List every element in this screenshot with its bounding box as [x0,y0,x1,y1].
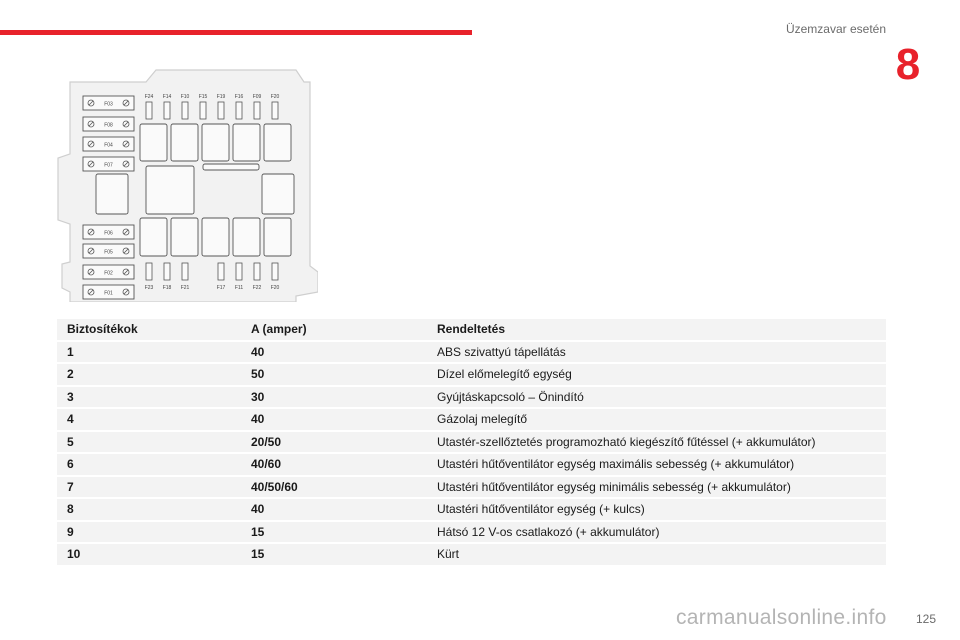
page-number: 125 [915,612,936,626]
header-accent-bar [0,30,472,35]
relay-block [264,218,291,256]
fuse-label: F15 [198,94,208,100]
fuse-ampere: 20/50 [241,431,427,454]
fuse-number: 8 [57,498,241,521]
mini-fuse [254,102,260,119]
relay-block [203,164,259,170]
fuse-ampere: 40 [241,341,427,364]
fuse-ampere: 40 [241,408,427,431]
fuse-slot-left [83,244,134,258]
fuse-label: F05 [104,249,113,256]
mini-fuse [236,102,242,119]
fuse-function: Utastér-szellőztetés programozható kiegészítő fűtéssel (+ akkumulátor) [427,431,886,454]
fuse-slot-left [83,137,134,151]
fuse-label: F06 [104,230,113,237]
relay-block [262,174,294,214]
fuse-number: 5 [57,431,241,454]
relay-block [140,218,167,256]
fuse-ampere: 15 [241,521,427,544]
fuse-slot-left [83,117,134,131]
fuse-number: 10 [57,543,241,566]
mini-fuse [254,263,260,280]
fuse-label: F22 [252,285,262,291]
relay-block [96,174,128,214]
relay-block [140,124,167,161]
relay-block [233,124,260,161]
fuse-function: Gyújtáskapcsoló – Önindító [427,386,886,409]
fuse-label: F17 [216,285,226,291]
mini-fuse [272,102,278,119]
table-row [57,386,886,409]
fuse-slot-left [83,157,134,171]
relay-block [171,124,198,161]
fuse-number: 1 [57,341,241,364]
mini-fuse [272,263,278,280]
fuse-label: F21 [180,285,190,291]
fuse-label: F02 [104,270,113,277]
fuse-slot-left [83,96,134,110]
fuse-ampere: 40/60 [241,453,427,476]
table-row [57,453,886,476]
fuse-number: 9 [57,521,241,544]
fuse-function: Utastéri hűtőventilátor egység minimális sebesség (+ akkumulátor) [427,476,886,499]
mini-fuse [200,102,206,119]
fuse-label: F18 [162,285,172,291]
fuse-number: 7 [57,476,241,499]
fuse-slot-left [83,285,134,299]
table-header-row [57,319,886,341]
relay-block [233,218,260,256]
fuse-label: F01 [104,290,113,297]
fuse-function: Dízel előmelegítő egység [427,363,886,386]
mini-fuse [164,263,170,280]
fuse-function: Utastéri hűtőventilátor egység maximális sebesség (+ akkumulátor) [427,453,886,476]
table-row [57,431,886,454]
mini-fuse [182,263,188,280]
fuse-label: F14 [162,94,172,100]
fuse-ampere: 15 [241,543,427,566]
relay-block [202,124,229,161]
fuse-table [57,319,886,567]
section-title: Üzemzavar esetén [785,22,886,36]
mini-fuse [236,263,242,280]
fuse-slot-left [83,265,134,279]
table-row [57,363,886,386]
fuse-label: F03 [104,101,113,108]
watermark: carmanualsonline.info [676,606,887,629]
fuse-label: F24 [144,94,154,100]
fuse-number: 2 [57,363,241,386]
table-row [57,341,886,364]
mini-fuse [146,263,152,280]
table-row [57,498,886,521]
fuse-label: F16 [234,94,244,100]
fuse-label: F20 [270,285,280,291]
table-row [57,521,886,544]
chapter-number: 8 [895,40,921,89]
fuse-label: F08 [104,122,113,129]
fuse-label: F09 [252,94,262,100]
fuse-number: 4 [57,408,241,431]
fuse-ampere: 40/50/60 [241,476,427,499]
fuse-ampere: 40 [241,498,427,521]
mini-fuse [164,102,170,119]
relay-block [171,218,198,256]
table-row [57,543,886,566]
relay-block [146,166,194,214]
mini-fuse [218,102,224,119]
fuse-ampere: 50 [241,363,427,386]
mini-fuse [182,102,188,119]
fusebox-diagram [56,66,318,302]
mini-fuse [218,263,224,280]
fuse-label: F07 [104,162,113,169]
relay-block [264,124,291,161]
fuse-label: F23 [144,285,154,291]
fuse-label: F11 [234,285,244,291]
header-function: Rendeltetés [427,319,886,341]
fuse-function: Gázolaj melegítő [427,408,886,431]
fuse-number: 6 [57,453,241,476]
fuse-label: F10 [180,94,190,100]
fuse-label: F04 [104,142,113,149]
fuse-function: Utastéri hűtőventilátor egység (+ kulcs) [427,498,886,521]
table-row [57,476,886,499]
fuse-function: Kürt [427,543,886,566]
header-fuse: Biztosítékok [57,319,241,341]
fuse-ampere: 30 [241,386,427,409]
mini-fuse [146,102,152,119]
fuse-function: ABS szivattyú tápellátás [427,341,886,364]
fuse-slot-left [83,225,134,239]
header-ampere: A (amper) [241,319,427,341]
fuse-function: Hátsó 12 V-os csatlakozó (+ akkumulátor) [427,521,886,544]
fuse-label: F20 [270,94,280,100]
relay-block [202,218,229,256]
fuse-label: F19 [216,94,226,100]
fuse-number: 3 [57,386,241,409]
table-row [57,408,886,431]
